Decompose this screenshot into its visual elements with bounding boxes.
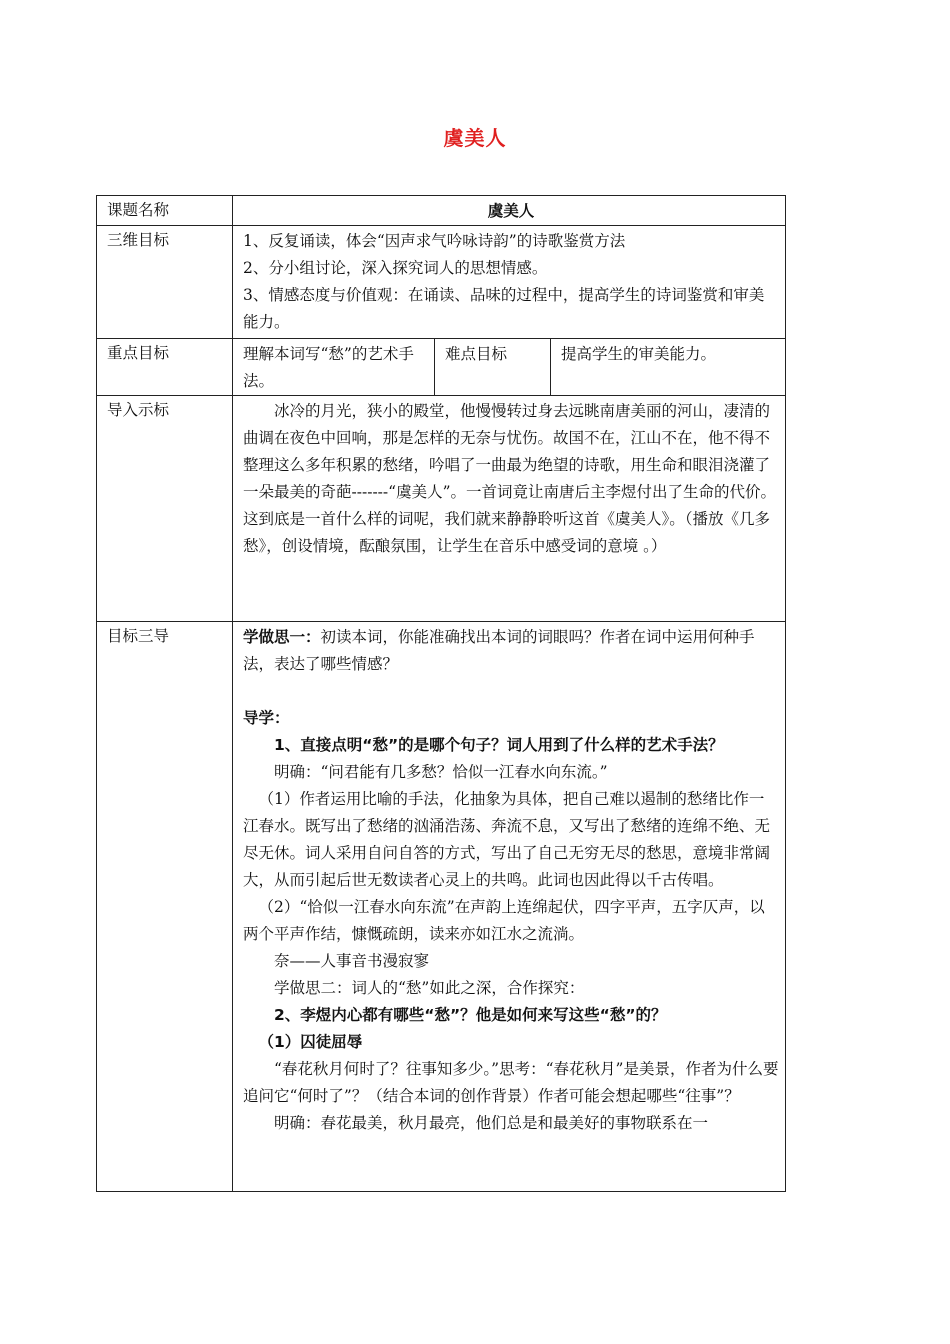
question-two: 学做思二：词人的“愁”如此之深，合作探究： — [274, 979, 585, 997]
label-cell — [97, 622, 233, 1192]
answer-1: 明确：“问君能有几多愁？恰似一江春水向东流。” — [274, 763, 608, 781]
analysis-3: “春花秋月何时了？往事知多少。”思考：“春花秋月”是美景，作者为什么要追问它“何时了”？（结合本词的创作背景）作者可能会想起哪些“往事”？ — [243, 1060, 779, 1105]
value-cell — [233, 396, 786, 622]
topic-label: 课题名称 — [107, 201, 170, 219]
label-cell — [435, 339, 551, 396]
label-cell — [97, 226, 233, 339]
line-nai: 奈——人事音书漫寂寥 — [274, 952, 430, 970]
row-goals — [97, 226, 786, 339]
intro-text: 冰冷的月光，狭小的殿堂，他慢慢转过身去远眺南唐美丽的河山，凄清的曲调在夜色中回响，那是怎样的无奈与忧伤。故国不在，江山不在，他不得不整理这么多年积累的愁绪，吟唱了一曲最为绝望的诗歌，用生命和眼泪浇灌了一朵最美的奇葩-------“虞美人”。一首词竟让南唐后主李煜付出了生命的代价。这到底是一首什么样的词呢，我们就来静静聆听这首《虞美人》。（播放《几多愁》，创设情境，酝酿氛围，让学生在音乐中感受词的意境 。） — [243, 402, 777, 555]
analysis-2: （2）“恰似一江春水向东流”在声韵上连绵起伏，四字平声，五字仄声，以两个平声作结，慷慨疏朗，读来亦如江水之流淌。 — [243, 898, 765, 943]
value-cell — [551, 339, 786, 396]
row-key-goals — [97, 339, 786, 396]
guide-item-2: 2、李煜内心都有哪些“愁”？他是如何来写这些“愁”的？ — [274, 1006, 667, 1024]
guide-heading: 导学： — [243, 709, 290, 727]
sub-heading-1: （1）囚徒屈辱 — [258, 1033, 363, 1051]
difficulty-value: 提高学生的审美能力。 — [561, 345, 717, 363]
goal-item: 1、反复诵读，体会“因声求气吟咏诗韵”的诗歌鉴赏方法 — [243, 232, 626, 250]
row-topic — [97, 196, 786, 226]
value-cell — [233, 339, 435, 396]
row-guide — [97, 622, 786, 1192]
key-value: 理解本词写“愁”的艺术手法。 — [243, 345, 414, 390]
guide-label: 目标三导 — [107, 627, 170, 645]
label-cell — [97, 196, 233, 226]
difficulty-label: 难点目标 — [445, 345, 508, 363]
question-one-text: 初读本词，你能准确找出本词的词眼吗？作者在词中运用何种手法，表达了哪些情感？ — [243, 628, 755, 673]
topic-value: 虞美人 — [487, 202, 535, 220]
page-title: 虞美人 — [443, 126, 507, 150]
lesson-plan-table — [96, 195, 786, 1192]
label-cell — [97, 339, 233, 396]
question-one — [243, 624, 779, 678]
value-cell — [233, 226, 786, 339]
goal-item: 2、分小组讨论，深入探究词人的思想情感。 — [243, 259, 548, 277]
intro-label: 导入示标 — [107, 401, 170, 419]
analysis-1: （1）作者运用比喻的手法，化抽象为具体，把自己难以遏制的愁绪比作一江春水。既写出了愁绪的汹涌浩荡、奔流不息，又写出了愁绪的连绵不绝、无尽无休。词人采用自问自答的方式，写出了自己无穷无尽的愁思，意境非常阔大，从而引起后世无数读者心灵上的共鸣。此词也因此得以千古传唱。 — [243, 790, 771, 889]
value-cell — [233, 622, 786, 1192]
value-cell — [233, 196, 786, 226]
goals-label: 三维目标 — [107, 231, 170, 249]
goal-item: 3、情感态度与价值观：在诵读、品味的过程中，提高学生的诗词鉴赏和审美能力。 — [243, 286, 765, 331]
label-cell — [97, 396, 233, 622]
key-label: 重点目标 — [107, 344, 170, 362]
guide-item-1: 1、直接点明“愁”的是哪个句子？词人用到了什么样的艺术手法？ — [274, 736, 724, 754]
answer-2: 明确：春花最美，秋月最亮，他们总是和最美好的事物联系在一 — [274, 1114, 709, 1132]
question-one-heading: 学做思一： — [243, 628, 321, 646]
row-intro — [97, 396, 786, 622]
